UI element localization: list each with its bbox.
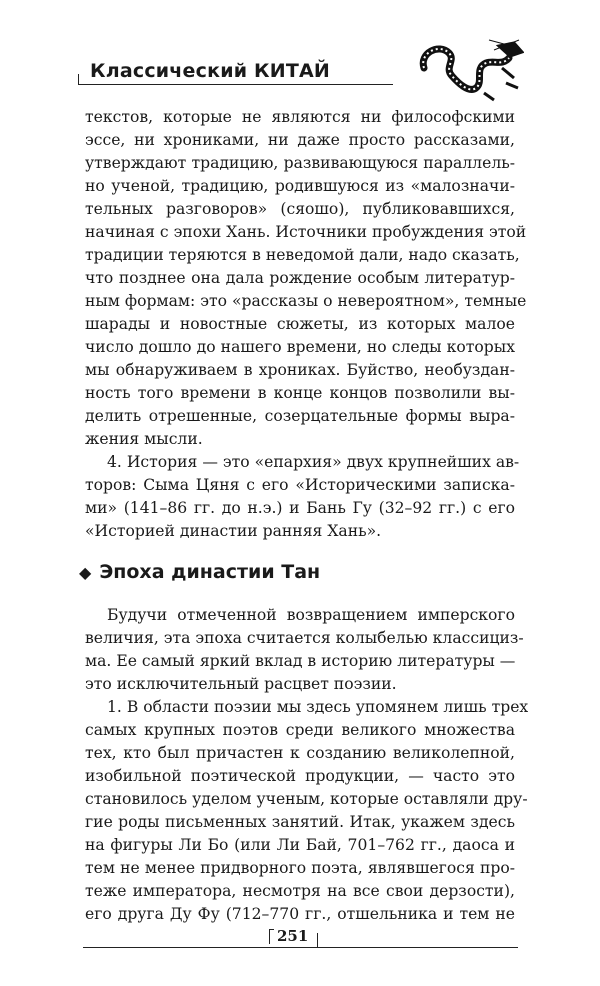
text-line: жения мысли. [85, 430, 203, 448]
text-line: Будучи отмеченной возвращением имперского [107, 606, 515, 624]
paragraph-continuation [85, 106, 527, 451]
page-footer [83, 925, 518, 955]
text-line: становилось уделом ученым, которые оставляли дру- [85, 790, 528, 808]
text-line: самых крупных поэтов среди великого множества [85, 721, 515, 739]
text-line: ность того времени в конце концов позволили вы- [85, 384, 515, 402]
text-line: текстов, которые не являются ни философскими [85, 108, 515, 126]
paragraph-intro [85, 604, 524, 696]
text-line: ным формам: это «рассказы о невероятном», темные [85, 292, 527, 310]
page-number: 251 [277, 927, 309, 945]
text-line: ми» (141–86 гг. до н.э.) и Бань Гу (32–92 гг.) с его [85, 499, 515, 517]
dragon-ornament-icon [414, 38, 524, 102]
paragraph-poetry [85, 696, 529, 926]
text-line: тельных разговоров» (сяошо), публиковавшихся, [85, 200, 515, 218]
text-line: на фигуры Ли Бо (или Ли Бай, 701–762 гг., даоса и [85, 836, 515, 854]
text-line: его друга Ду Фу (712–770 гг., отшельника и тем не [85, 905, 515, 923]
text-line: шарады и новостные сюжеты, из которых малое [85, 315, 515, 333]
text-line: это исключительный расцвет поэзии. [85, 675, 397, 693]
footer-rule [83, 947, 518, 948]
text-line: изобильной поэтической продукции, — часто это [85, 767, 515, 785]
paragraph-history [85, 451, 520, 543]
text-line: утверждают традицию, развивающуюся параллель- [85, 154, 515, 172]
text-line: теже императора, несмотря на все свои дерзости), [85, 882, 515, 900]
text-line: гие роды письменных занятий. Итак, укажем здесь [85, 813, 515, 831]
text-line: 1. В области поэзии мы здесь упомянем лишь трех [107, 698, 529, 716]
text-line: традиции теряются в неведомой дали, надо сказать, [85, 246, 520, 264]
running-title: Классический КИТАЙ [90, 60, 331, 82]
text-line: торов: Сыма Цяня с его «Историческими записка- [85, 476, 515, 494]
text-line: 4. История — это «епархия» двух крупнейших ав- [107, 453, 520, 471]
page-number-bracket-right [313, 933, 318, 947]
text-line: ма. Ее самый яркий вклад в историю литературы — [85, 652, 516, 670]
text-line: мы обнаруживаем в хрониках. Буйство, необуздан- [85, 361, 515, 379]
text-line: делить отрешенные, созерцательные формы выра- [85, 407, 515, 425]
text-line: тем не менее придворного поэта, являвшегося про- [85, 859, 515, 877]
header-rule [78, 84, 393, 85]
diamond-bullet-icon: ◆ [79, 563, 92, 582]
text-line: тех, кто был причастен к созданию великолепной, [85, 744, 515, 762]
section-heading-text: Эпоха династии Тан [99, 561, 321, 583]
text-line: но ученой, традицию, родившуюся из «малозначи- [85, 177, 515, 195]
page-body [79, 106, 529, 926]
section-heading [79, 551, 515, 593]
text-line: эссе, ни хрониками, ни даже просто рассказами, [85, 131, 515, 149]
text-line: «Историей династии ранняя Хань». [85, 522, 382, 540]
text-line: что позднее она дала рождение особым литератур- [85, 269, 515, 287]
text-line: величия, эта эпоха считается колыбелью классициз- [85, 629, 524, 647]
text-line: число дошло до нашего времени, но следы которых [85, 338, 515, 356]
text-line: начиная с эпохи Хань. Источники пробуждения этой [85, 223, 527, 241]
